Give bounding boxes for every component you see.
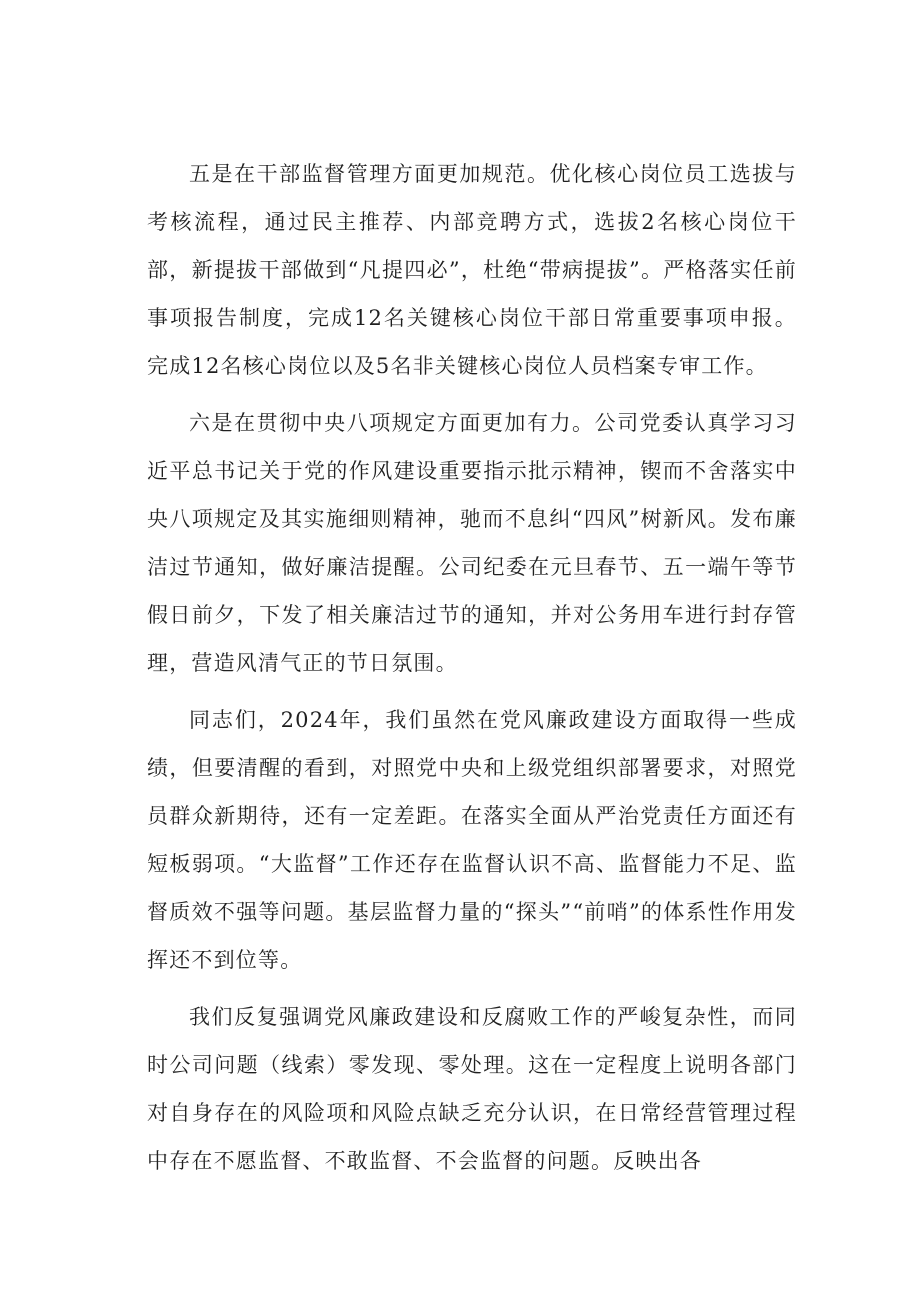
paragraph-eight-regulations: 六是在贯彻中央八项规定方面更加有力。公司党委认真学习习近平总书记关于党的作风建设重要指示批示精神，锲而不舍落实中央八项规定及其实施细则精神，驰而不息纠“四风”树新风。发布廉洁过节通知，做好廉洁提醒。公司纪委在元旦春节、五一端午等节假日前夕，下发了相关廉洁过节的通知，并对公务用车进行封存管理，营造风清气正的节日氛围。 [147, 411, 797, 675]
paragraph-cadre-supervision: 五是在干部监督管理方面更加规范。优化核心岗位员工选拔与考核流程，通过民主推荐、内部竞聘方式，选拔2名核心岗位干部，新提拔干部做到“凡提四必”，杜绝“带病提拔”。严格落实任前事项报告制度，完成12名关键核心岗位干部日常重要事项申报。完成12名核心岗位以及5名非关键核心岗位人员档案专审工作。 [147, 162, 797, 378]
document-body [147, 150, 797, 1194]
paragraph-shortcomings: 同志们，2024年，我们虽然在党风廉政建设方面取得一些成绩，但要清醒的看到，对照党中央和上级党组织部署要求，对照党员群众新期待，还有一定差距。在落实全面从严治党责任方面还有短板弱项。“大监督”工作还存在监督认识不高、监督能力不足、监督质效不强等问题。基层监督力量的“探头”“前哨”的体系性作用发挥还不到位等。 [147, 708, 797, 972]
paragraph-complexity: 我们反复强调党风廉政建设和反腐败工作的严峻复杂性，而同时公司问题（线索）零发现、零处理。这在一定程度上说明各部门对自身存在的风险项和风险点缺乏充分认识，在日常经营管理过程中存在不愿监督、不敢监督、不会监督的问题。反映出各 [147, 1005, 797, 1173]
